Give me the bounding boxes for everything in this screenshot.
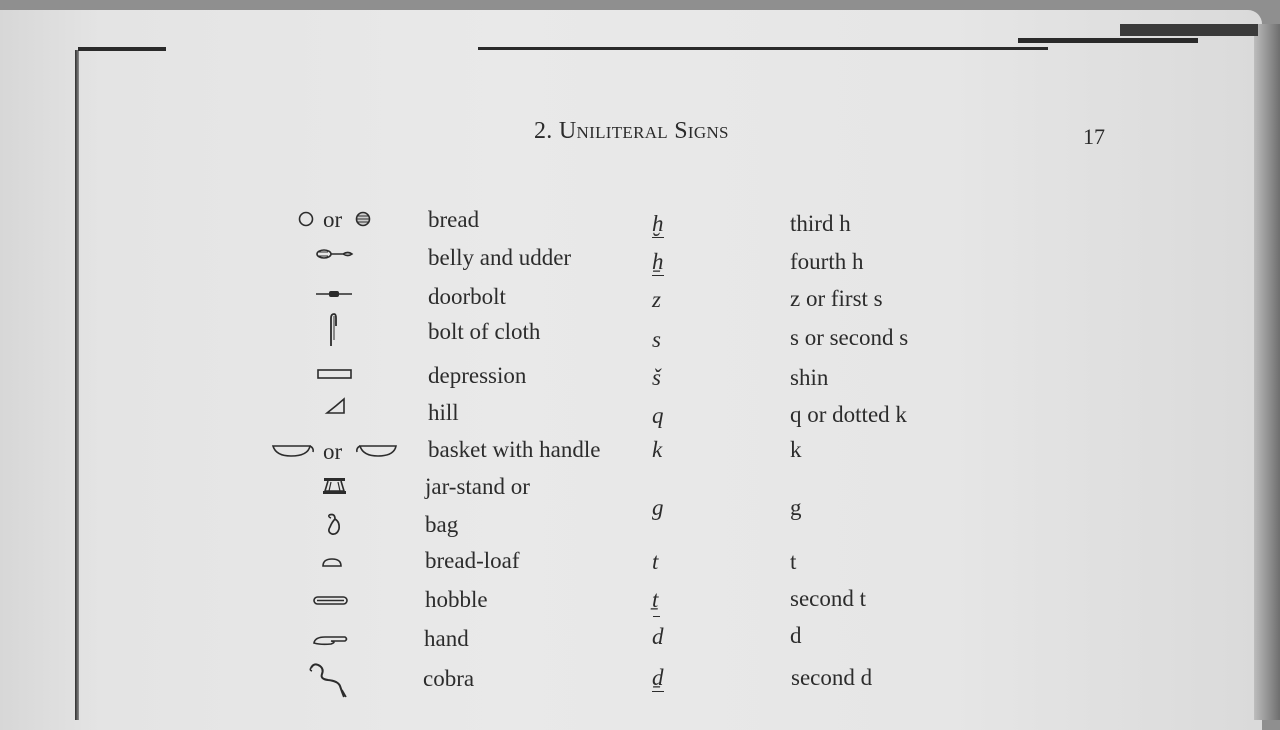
meaning-hobble: hobble <box>425 587 488 612</box>
hand-icon <box>311 632 351 648</box>
meaning-belly-udder: belly and udder <box>428 245 572 270</box>
page-margin-line <box>75 50 79 720</box>
sound-hobble: second t <box>790 586 867 611</box>
meaning-bolt-of-cloth: bolt of cloth <box>428 319 541 344</box>
basket-icon <box>270 442 316 460</box>
meaning-bag: bag <box>425 512 459 537</box>
translit-hand: d <box>652 624 664 649</box>
translit-basket: k <box>652 437 663 462</box>
belly-udder-icon <box>316 247 354 261</box>
sound-jar-stand: g <box>790 495 802 520</box>
meaning-doorbolt: doorbolt <box>428 284 506 309</box>
bread-hatched-icon <box>354 210 374 230</box>
meaning-hill: hill <box>428 400 459 425</box>
translit-cobra <box>652 666 664 689</box>
meaning-hand: hand <box>424 626 469 651</box>
sound-hill: q or dotted k <box>790 402 907 427</box>
sound-basket: k <box>790 437 802 462</box>
meaning-bread-loaf: bread-loaf <box>425 548 520 573</box>
bag-icon <box>325 512 345 538</box>
doorbolt-icon <box>314 288 354 300</box>
basket-reversed-icon <box>354 442 400 460</box>
translit-bread <box>652 212 664 235</box>
sound-bread: third h <box>790 211 851 236</box>
translit-text: ẖ <box>652 249 664 274</box>
bread-icon <box>297 210 317 230</box>
translit-text: ḫ <box>652 211 664 236</box>
sound-hand: d <box>790 623 802 648</box>
meaning-depression: depression <box>428 363 527 388</box>
or-connector: or <box>323 439 343 464</box>
bolt-of-cloth-icon <box>326 312 340 348</box>
translit-belly-udder <box>652 250 664 273</box>
meaning-bread: bread <box>428 207 480 232</box>
translit-jar-stand: g <box>652 495 664 520</box>
translit-bread-loaf: t <box>652 549 659 574</box>
sound-bread-loaf: t <box>790 549 797 574</box>
bread-loaf-icon <box>321 556 343 568</box>
depression-icon <box>316 367 354 381</box>
page-title: 2. Uniliteral Signs <box>534 118 729 144</box>
or-connector: or <box>323 207 343 232</box>
top-rule-right <box>1018 38 1198 43</box>
meaning-cobra: cobra <box>423 666 475 691</box>
cobra-icon <box>306 660 348 700</box>
sound-depression: shin <box>790 365 829 390</box>
hill-icon <box>324 396 348 416</box>
sound-doorbolt: z or first s <box>790 286 883 311</box>
top-rule-middle <box>478 47 1048 50</box>
translit-text: ḏ <box>652 665 664 690</box>
sound-cobra: second d <box>791 665 873 690</box>
meaning-basket: basket with handle <box>428 437 601 462</box>
jar-stand-icon <box>322 476 348 496</box>
hobble-icon <box>311 594 351 608</box>
translit-hill: q <box>652 403 664 428</box>
page-number: 17 <box>1083 124 1105 149</box>
top-rule-left <box>78 47 166 51</box>
translit-text: ṯ <box>652 587 659 612</box>
translit-doorbolt: z <box>652 287 661 312</box>
top-rule-far-right <box>1120 24 1258 36</box>
translit-hobble <box>652 588 658 611</box>
page-edge <box>1254 24 1280 720</box>
sound-belly-udder: fourth h <box>790 249 864 274</box>
sound-bolt-of-cloth: s or second s <box>790 325 909 350</box>
translit-depression: š <box>652 365 661 390</box>
translit-bolt-of-cloth: s <box>652 327 661 352</box>
meaning-jar-stand: jar-stand or <box>425 474 530 499</box>
